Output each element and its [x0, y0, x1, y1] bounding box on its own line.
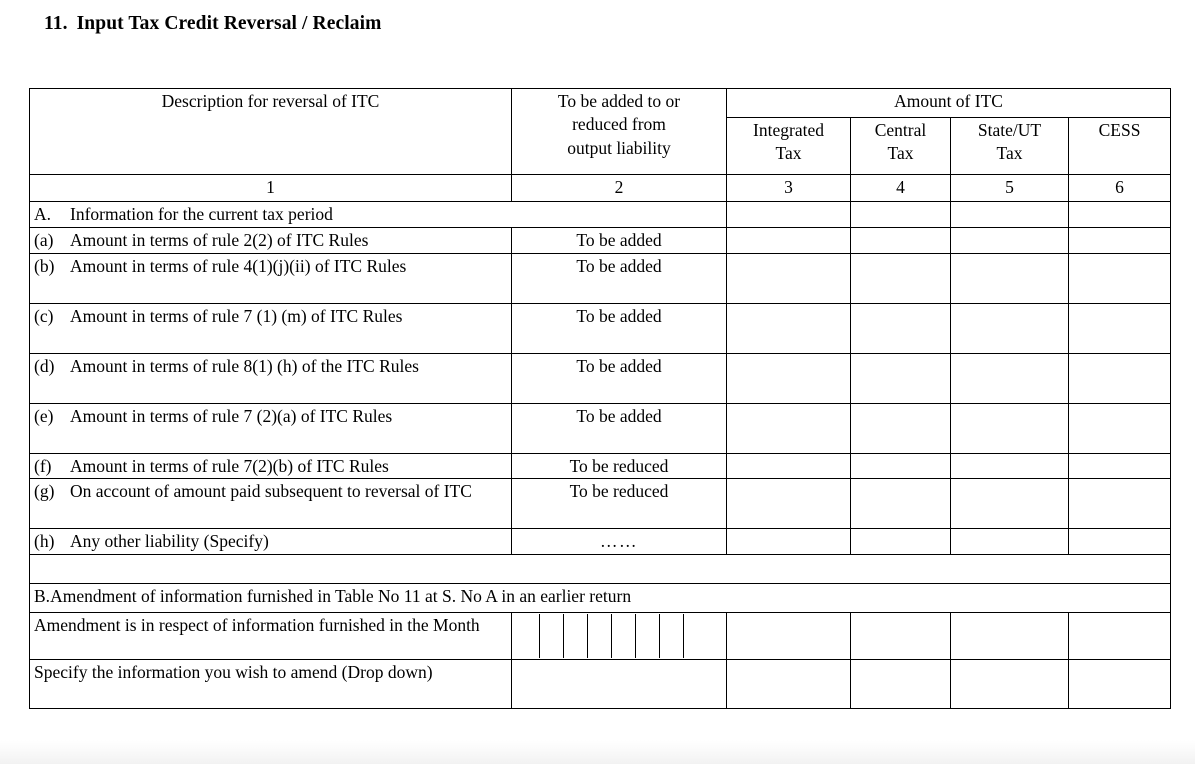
row-e-state-ut-tax[interactable] — [951, 403, 1069, 453]
row-f-cess[interactable] — [1069, 453, 1171, 479]
row-d-label: (d) — [34, 355, 55, 376]
amendment-specify-central-tax[interactable] — [851, 660, 951, 709]
row-c-integrated-tax[interactable] — [727, 303, 851, 353]
section-b-title: Amendment of information furnished in Table No 11 at S. No A in an earlier return — [50, 586, 632, 606]
table-row — [30, 227, 1171, 253]
row-f-description: Amount in terms of rule 7(2)(b) of ITC Rules — [70, 455, 389, 476]
column-number-row — [30, 175, 1171, 202]
page-title — [44, 13, 381, 35]
section-a-title-cell — [30, 202, 727, 228]
row-a-central-tax[interactable] — [851, 227, 951, 253]
row-f-central-tax[interactable] — [851, 453, 951, 479]
row-a-label: (a) — [34, 229, 54, 250]
row-b-central-tax[interactable] — [851, 253, 951, 303]
row-g-action: To be reduced — [512, 479, 727, 529]
row-f-state-ut-tax[interactable] — [951, 453, 1069, 479]
col-header-central-tax — [851, 118, 951, 175]
row-c-label: (c) — [34, 305, 54, 326]
month-box-4[interactable] — [588, 614, 612, 658]
row-a-state-ut-tax[interactable] — [951, 227, 1069, 253]
row-c-description: Amount in terms of rule 7 (1) (m) of ITC Rules — [70, 305, 403, 326]
state-ut-tax-line-2: Tax — [996, 143, 1023, 164]
row-g-central-tax[interactable] — [851, 479, 951, 529]
row-d-description: Amount in terms of rule 8(1) (h) of the ITC Rules — [70, 355, 419, 376]
row-g-cess[interactable] — [1069, 479, 1171, 529]
row-d-cess[interactable] — [1069, 353, 1171, 403]
liability-line-2: reduced from — [572, 114, 666, 135]
row-b-label: (b) — [34, 255, 55, 276]
row-a-description-cell — [30, 227, 512, 253]
table-row — [30, 660, 1171, 709]
amendment-month-input[interactable] — [512, 613, 727, 660]
row-h-label: (h) — [34, 531, 55, 552]
page-bottom-shadow — [0, 740, 1195, 764]
row-b-cess[interactable] — [1069, 253, 1171, 303]
col-header-cess: CESS — [1069, 118, 1171, 175]
row-g-integrated-tax[interactable] — [727, 479, 851, 529]
amendment-month-description: Amendment is in respect of information furnished in the Month — [30, 613, 512, 660]
row-d-central-tax[interactable] — [851, 353, 951, 403]
row-e-description-cell — [30, 403, 512, 453]
row-h-cess[interactable] — [1069, 529, 1171, 555]
month-comb-tail — [684, 614, 722, 658]
row-h-state-ut-tax[interactable] — [951, 529, 1069, 555]
liability-line-3: output liability — [567, 137, 671, 158]
col-header-integrated-tax — [727, 118, 851, 175]
row-e-label: (e) — [34, 405, 54, 426]
table-row — [30, 403, 1171, 453]
column-number-3: 3 — [727, 175, 851, 202]
row-h-central-tax[interactable] — [851, 529, 951, 555]
row-c-central-tax[interactable] — [851, 303, 951, 353]
integrated-tax-line-1: Integrated — [753, 120, 824, 140]
row-a-cess[interactable] — [1069, 227, 1171, 253]
integrated-tax-line-2: Tax — [775, 143, 802, 164]
section-a-title-central-tax[interactable] — [851, 202, 951, 228]
central-tax-line-1: Central — [874, 120, 927, 140]
amendment-specify-state-ut-tax[interactable] — [951, 660, 1069, 709]
amendment-specify-dropdown[interactable] — [512, 660, 727, 709]
column-number-5: 5 — [951, 175, 1069, 202]
col-header-state-ut-tax — [951, 118, 1069, 175]
row-e-central-tax[interactable] — [851, 403, 951, 453]
central-tax-line-2: Tax — [887, 143, 914, 164]
table-row — [30, 613, 1171, 660]
section-a-title-row — [30, 202, 1171, 228]
table-row — [30, 453, 1171, 479]
row-e-action: To be added — [512, 403, 727, 453]
amendment-specify-description: Specify the information you wish to amend (Drop down) — [30, 660, 512, 709]
row-d-integrated-tax[interactable] — [727, 353, 851, 403]
amendment-month-integrated-tax[interactable] — [727, 613, 851, 660]
month-box-7[interactable] — [660, 614, 684, 658]
row-g-label: (g) — [34, 481, 55, 502]
row-f-label: (f) — [34, 455, 52, 476]
row-g-description-cell — [30, 479, 512, 529]
row-b-integrated-tax[interactable] — [727, 253, 851, 303]
column-number-6: 6 — [1069, 175, 1171, 202]
section-b-title-row — [30, 584, 1171, 613]
row-b-action: To be added — [512, 253, 727, 303]
row-d-state-ut-tax[interactable] — [951, 353, 1069, 403]
month-box-3[interactable] — [564, 614, 588, 658]
itc-reversal-table — [29, 88, 1171, 709]
table-row — [30, 303, 1171, 353]
row-g-description: On account of amount paid subsequent to reversal of ITC — [70, 481, 472, 502]
month-comb-boxes[interactable] — [516, 614, 722, 658]
amendment-month-cess[interactable] — [1069, 613, 1171, 660]
row-a-description: Amount in terms of rule 2(2) of ITC Rules — [70, 229, 369, 250]
table-header-row-1 — [30, 89, 1171, 118]
table-row — [30, 353, 1171, 403]
amendment-month-central-tax[interactable] — [851, 613, 951, 660]
table-row — [30, 529, 1171, 555]
col-header-description: Description for reversal of ITC — [30, 89, 512, 175]
section-a-title-integrated-tax[interactable] — [727, 202, 851, 228]
row-h-description-cell — [30, 529, 512, 555]
row-b-description: Amount in terms of rule 4(1)(j)(ii) of ITC Rules — [70, 255, 407, 276]
row-h-description: Any other liability (Specify) — [70, 531, 269, 552]
row-c-state-ut-tax[interactable] — [951, 303, 1069, 353]
amendment-specify-cess[interactable] — [1069, 660, 1171, 709]
row-a-action: To be added — [512, 227, 727, 253]
section-b-title-cell — [30, 584, 1171, 613]
column-number-2: 2 — [512, 175, 727, 202]
row-e-cess[interactable] — [1069, 403, 1171, 453]
row-b-state-ut-tax[interactable] — [951, 253, 1069, 303]
row-a-integrated-tax[interactable] — [727, 227, 851, 253]
column-number-1: 1 — [30, 175, 512, 202]
amendment-specify-integrated-tax[interactable] — [727, 660, 851, 709]
separator-row — [30, 555, 1171, 584]
month-box-1[interactable] — [516, 614, 540, 658]
month-box-5[interactable] — [612, 614, 636, 658]
state-ut-tax-line-1: State/UT — [977, 120, 1042, 140]
liability-line-1: To be added to or — [557, 91, 681, 111]
itc-reversal-table-wrap — [29, 88, 1170, 709]
row-c-cess[interactable] — [1069, 303, 1171, 353]
separator-cell — [30, 555, 1171, 584]
section-number: 11. — [44, 13, 68, 34]
row-h-integrated-tax[interactable] — [727, 529, 851, 555]
row-c-action: To be added — [512, 303, 727, 353]
row-d-description-cell — [30, 353, 512, 403]
section-a-title-state-ut-tax[interactable] — [951, 202, 1069, 228]
month-box-2[interactable] — [540, 614, 564, 658]
row-f-integrated-tax[interactable] — [727, 453, 851, 479]
amendment-month-state-ut-tax[interactable] — [951, 613, 1069, 660]
row-e-integrated-tax[interactable] — [727, 403, 851, 453]
row-g-state-ut-tax[interactable] — [951, 479, 1069, 529]
section-a-title: Information for the current tax period — [70, 204, 333, 224]
row-d-action: To be added — [512, 353, 727, 403]
col-header-liability — [512, 89, 727, 175]
row-f-action: To be reduced — [512, 453, 727, 479]
table-row — [30, 253, 1171, 303]
row-f-description-cell — [30, 453, 512, 479]
row-e-description: Amount in terms of rule 7 (2)(a) of ITC Rules — [70, 405, 393, 426]
section-b-label: B. — [34, 586, 51, 606]
section-a-title-cess[interactable] — [1069, 202, 1171, 228]
month-box-6[interactable] — [636, 614, 660, 658]
row-h-action: …… — [512, 529, 727, 555]
row-c-description-cell — [30, 303, 512, 353]
row-b-description-cell — [30, 253, 512, 303]
section-a-label: A. — [34, 204, 52, 224]
col-header-amount-of-itc: Amount of ITC — [727, 89, 1171, 118]
column-number-4: 4 — [851, 175, 951, 202]
table-row — [30, 479, 1171, 529]
section-title: Input Tax Credit Reversal / Reclaim — [76, 13, 382, 34]
